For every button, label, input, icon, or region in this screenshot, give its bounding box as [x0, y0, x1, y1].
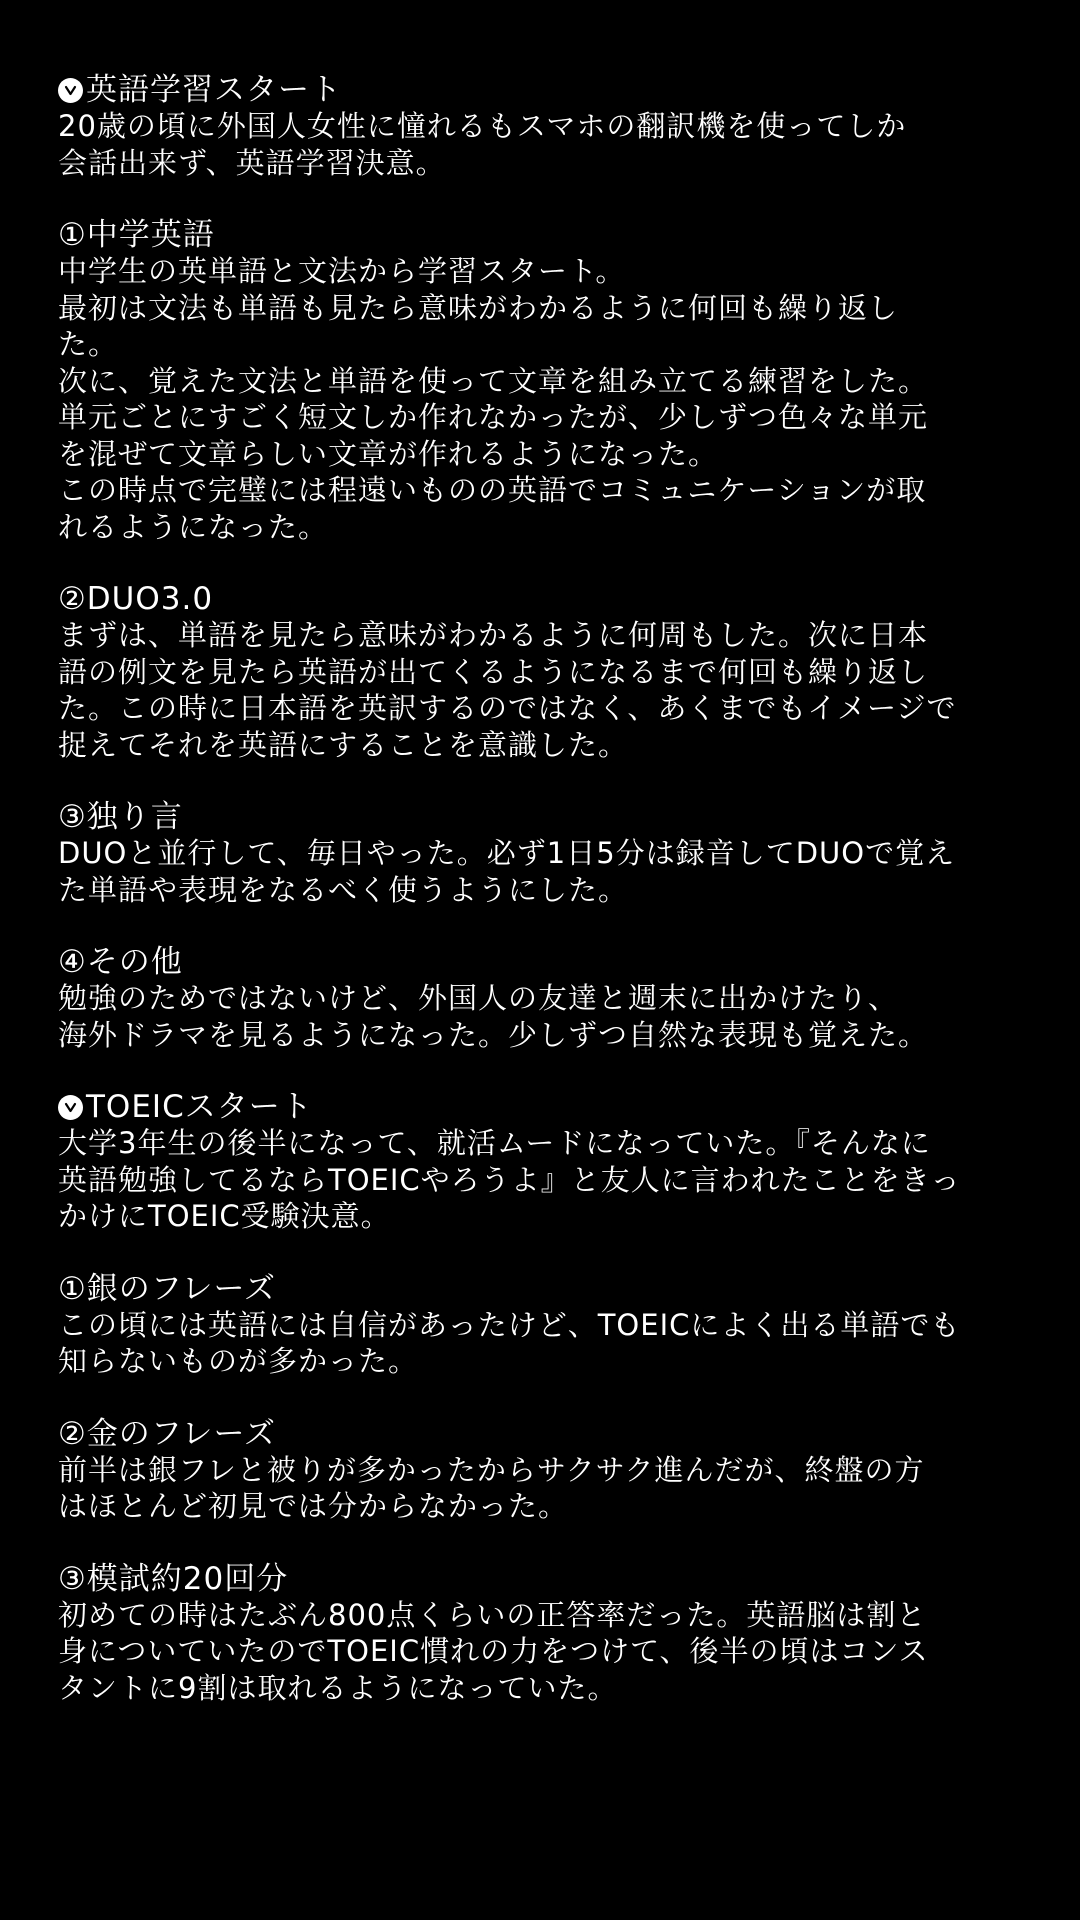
body-line: 英語勉強してるならTOEICやろうよ』と友人に言われたことをきっ	[58, 1162, 961, 1197]
section-gold-phrase	[58, 1416, 1038, 1525]
memo-document	[58, 72, 1038, 1742]
section-self-talk	[58, 799, 1038, 908]
bullet-icon	[58, 1095, 83, 1120]
section-heading	[58, 1561, 1038, 1597]
body-line: た単語や表現をなるべく使うようにした。	[58, 872, 629, 907]
section-heading	[58, 944, 1038, 980]
section-heading	[58, 1416, 1038, 1452]
body-line: 中学生の英単語と文法から学習スタート。	[58, 254, 626, 288]
body-line: 海外ドラマを見るようになった。少しずつ自然な表現も覚えた。	[58, 1017, 929, 1052]
body-line: 会話出来ず、英語学習決意。	[58, 145, 446, 180]
body-line: はほとんど初見では分からなかった。	[58, 1489, 569, 1523]
body-line: 20歳の頃に外国人女性に憧れるもスマホの翻訳機を使ってしか	[58, 109, 907, 143]
section-heading-text: ③模試約20回分	[58, 1560, 289, 1597]
section-toeic-start	[58, 1089, 1038, 1235]
section-heading-text: TOEICスタート	[86, 1089, 313, 1125]
body-line: た。この時に日本語を英訳するのではなく、あくまでもイメージで	[58, 691, 957, 725]
section-heading	[58, 1089, 1038, 1125]
section-junior-high-english	[58, 217, 1038, 545]
body-line: 語の例文を見たら英語が出てくるようになるまで何回も繰り返し	[58, 654, 929, 689]
body-line: 初めての時はたぶん800点くらいの正答率だった。英語脳は割と	[58, 1597, 927, 1632]
body-line: 単元ごとにすごく短文しか作れなかったが、少しずつ色々な単元	[58, 400, 929, 434]
section-mock-tests	[58, 1561, 1038, 1707]
section-heading	[58, 217, 1038, 253]
section-heading-text: ②DUO3.0	[58, 581, 214, 617]
body-line: 捉えてそれを英語にすることを意識した。	[58, 727, 629, 762]
section-heading	[58, 581, 1038, 617]
body-line: 次に、覚えた文法と単語を使って文章を組み立てる練習をした。	[58, 363, 929, 398]
section-duo	[58, 581, 1038, 763]
body-line: この頃には英語には自信があったけど、TOEICによく出る単語でも	[58, 1307, 961, 1342]
section-heading-text: ②金のフレーズ	[58, 1415, 277, 1452]
body-line: 身についていたのでTOEIC慣れの力をつけて、後半の頃はコンス	[58, 1634, 929, 1668]
body-line: 勉強のためではないけど、外国人の友達と週末に出かけたり、	[58, 981, 899, 1015]
section-heading	[58, 799, 1038, 835]
section-heading-text: ①中学英語	[58, 217, 215, 253]
body-line: 大学3年生の後半になって、就活ムードになっていた。『そんなに	[58, 1126, 931, 1160]
section-heading	[58, 1271, 1038, 1307]
section-other	[58, 944, 1038, 1053]
section-heading-text: 英語学習スタート	[86, 72, 342, 108]
body-line: タントに9割は取れるようになっていた。	[58, 1670, 618, 1705]
section-heading-text: ③独り言	[58, 799, 183, 835]
body-line: 前半は銀フレと被りが多かったからサクサク進んだが、終盤の方	[58, 1452, 925, 1487]
body-line: れるようになった。	[58, 509, 329, 544]
section-silver-phrase	[58, 1271, 1038, 1380]
body-line: かけにTOEIC受験決意。	[58, 1199, 391, 1233]
body-line: この時点で完璧には程遠いものの英語でコミュニケーションが取	[58, 473, 927, 507]
section-heading	[58, 72, 1038, 108]
body-line: 知らないものが多かった。	[58, 1344, 419, 1378]
section-heading-text: ④その他	[58, 944, 183, 980]
body-line: を混ぜて文章らしい文章が作れるようになった。	[58, 436, 719, 471]
section-english-study-start	[58, 72, 1038, 181]
body-line: た。	[58, 327, 119, 361]
body-line: DUOと並行して、毎日やった。必ず1日5分は録音してDUOで覚え	[58, 836, 956, 870]
bullet-icon	[58, 78, 83, 103]
section-heading-text: ①銀のフレーズ	[58, 1270, 277, 1307]
body-line: 最初は文法も単語も見たら意味がわかるように何回も繰り返し	[58, 290, 899, 325]
body-line: まずは、単語を見たら意味がわかるように何周もした。次に日本	[58, 618, 929, 652]
